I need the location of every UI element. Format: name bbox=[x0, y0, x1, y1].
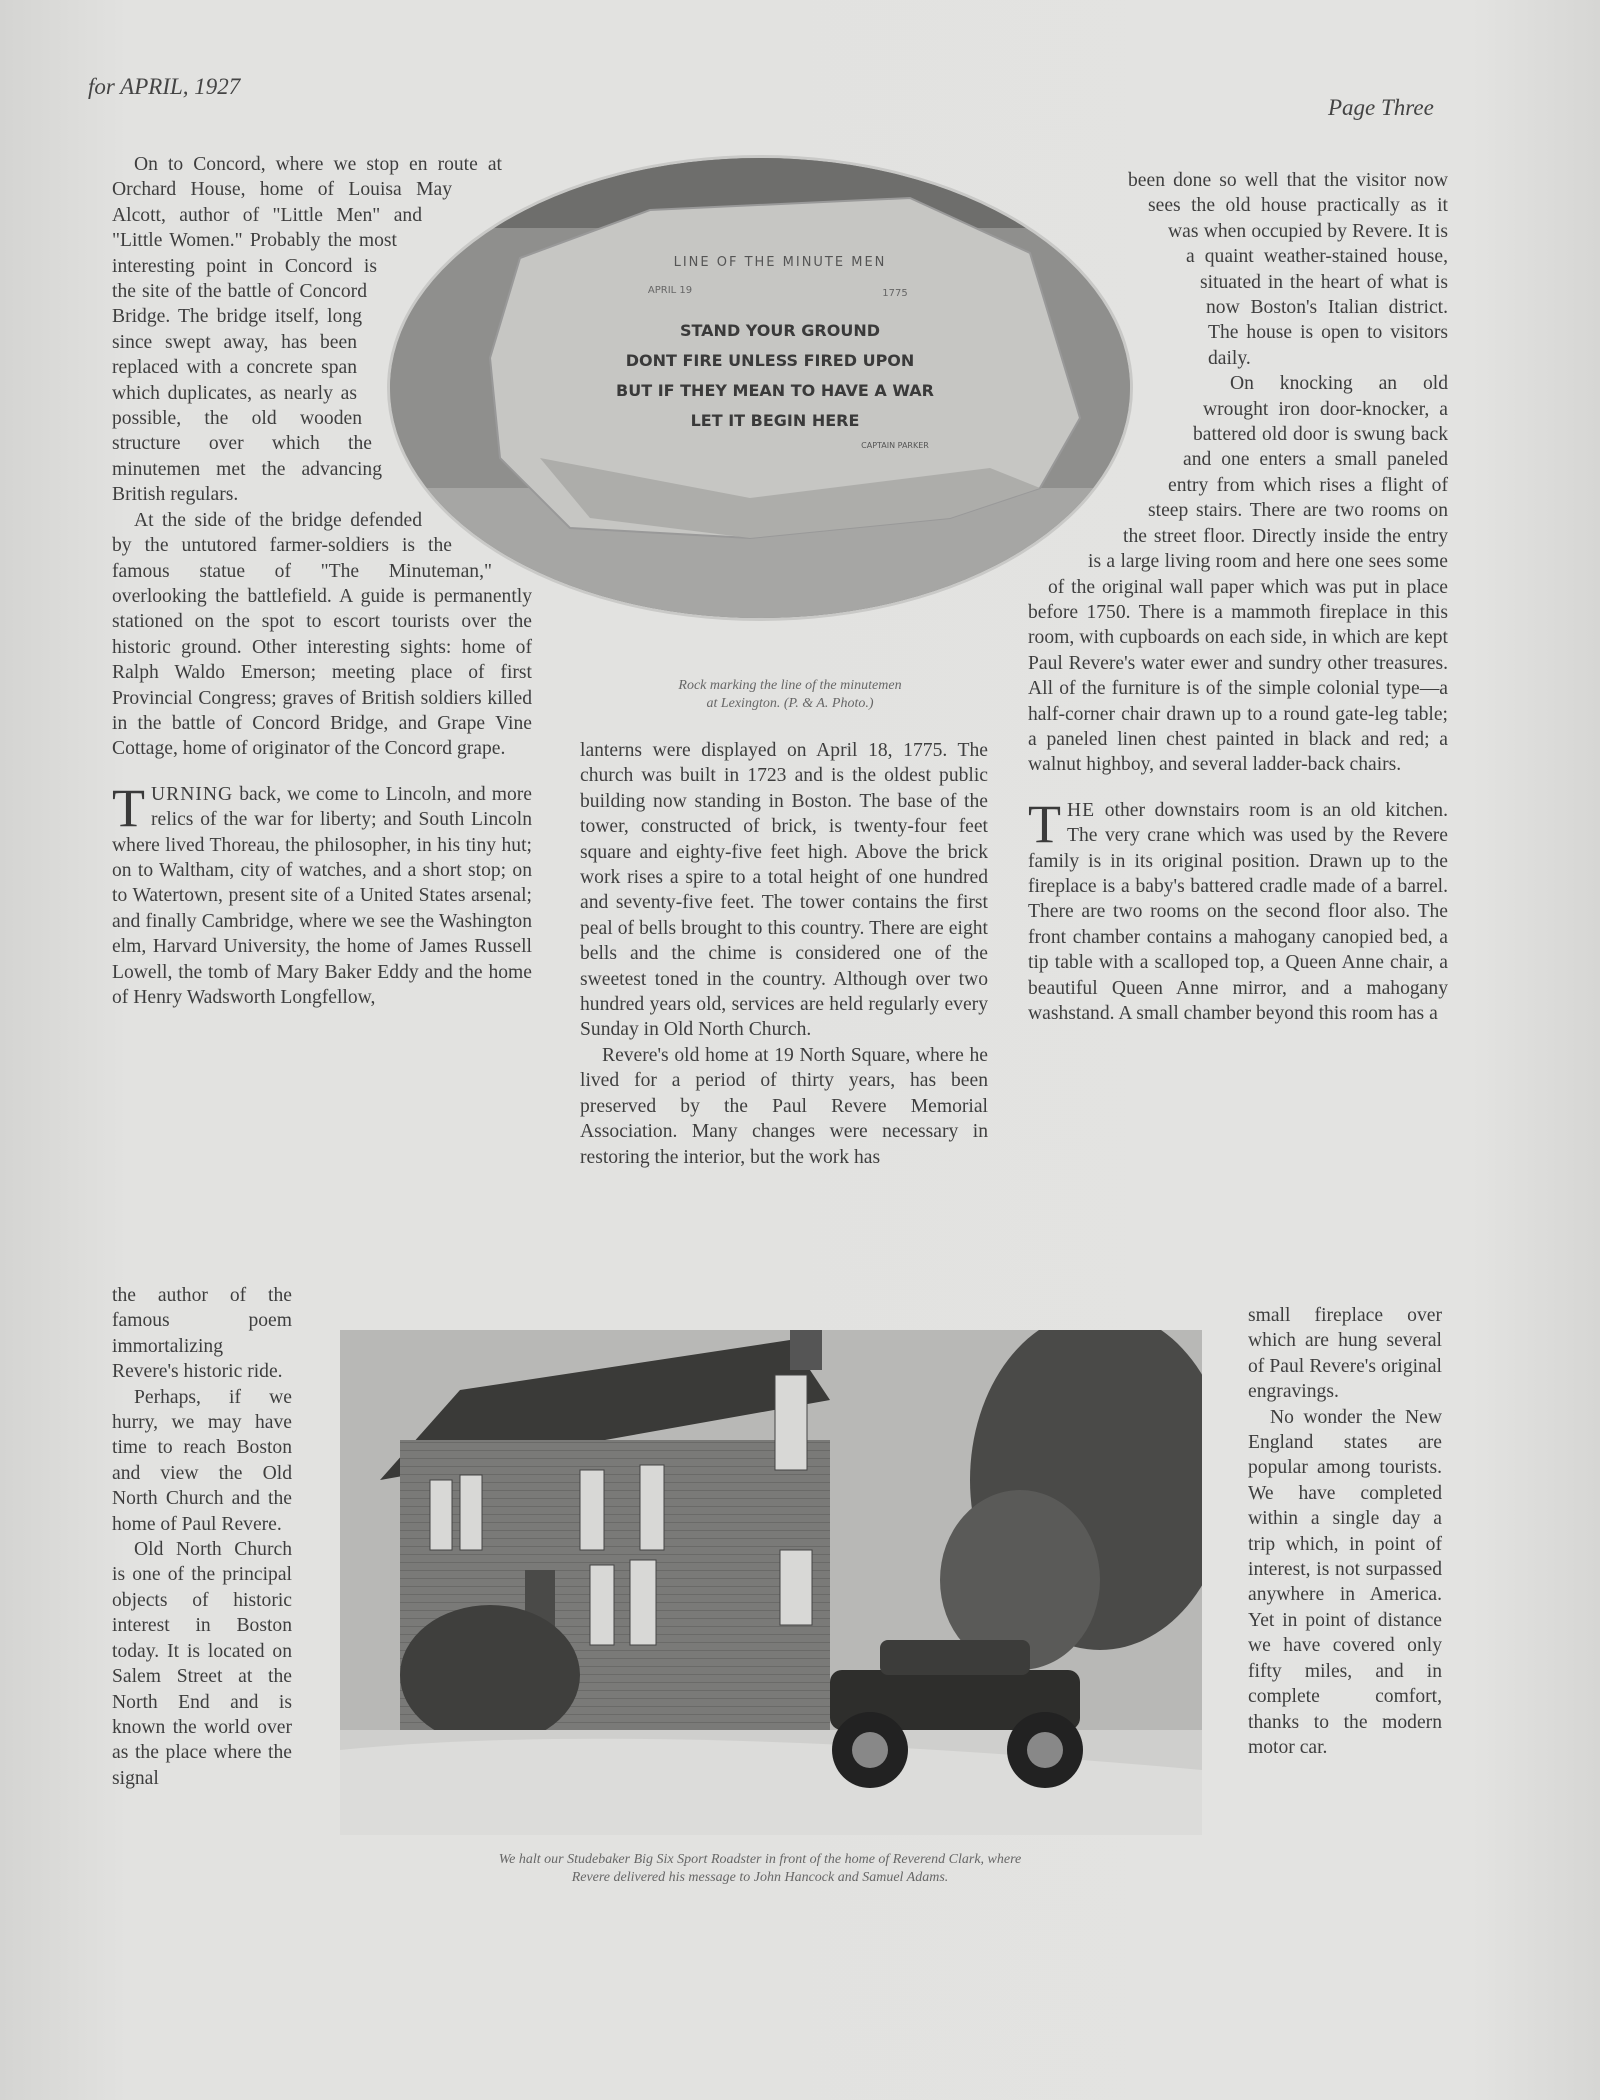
paragraph: THE other downstairs room is an old kitchen. The very crane which was used by the Revere family is in its original position. Drawn up to the fireplace is a baby's battered cradle made of a barrel. There are two rooms on the second floor also. The front chamber contains a mahogany canopied bed, a tip table with a scalloped top, a Queen Anne chair, a beautiful Queen Anne mirror, and a mahogany washstand. A small chamber beyond this room has a bbox=[1028, 793, 1448, 1024]
page-number-header: Page Three bbox=[1328, 95, 1434, 120]
paragraph: Perhaps, if we hurry, we may have time to reach Boston and view the Old North Church and the home of Paul Revere. bbox=[112, 1386, 292, 1535]
rock-text-date-left: APRIL 19 bbox=[647, 285, 693, 296]
column-3 bbox=[1028, 168, 1448, 1026]
paragraph: Old North Church is one of the principal objects of historic interest in Boston today. It is located on Salem Street at the North End and is known the world over as the place where the signal bbox=[112, 1539, 292, 1789]
rock-text-signature: CAPTAIN PARKER bbox=[861, 441, 929, 450]
column-1 bbox=[112, 152, 532, 1010]
paragraph: been done so well that the visitor now sees the old house practically as it was when occupied by Revere. It is a quaint weather-stained house, situated in the heart of what is now Boston's Italian district. The house is open to visitors daily. bbox=[1128, 170, 1448, 369]
drop-cap: T bbox=[112, 777, 145, 838]
column-2 bbox=[580, 738, 988, 1170]
paragraph: At the side of the bridge defended by the untutored farmer-soldiers is the famous statue of "The Minuteman," overlooking the battlefield. A guide is permanently stationed on the spot to escort tourists over the historic ground. Other interesting sights: home of Ralph Waldo Emerson; meeting place of first Provincial Congress; graves of British soldiers killed in the battle of Concord Bridge, and Grape Vine Cottage, home of originator of the Concord grape. bbox=[112, 509, 532, 760]
paragraph: small fireplace over which are hung several of Paul Revere's original engravings. bbox=[1248, 1305, 1442, 1403]
rock-text-line: LINE OF THE MINUTE MEN bbox=[673, 255, 887, 270]
paragraph: On to Concord, where we stop en route at Orchard House, home of Louisa May Alcott, author of "Little Men" and "Little Women." Probably the most interesting point in Concord is the site of the battle of Concord Bridge. The bridge itself, long since swept away, has been replaced with a concrete span which duplicates, as nearly as possible, the old wooden structure over which the minutemen met the advancing British regulars. bbox=[112, 154, 502, 506]
paragraph: On knocking an old wrought iron door-knocker, a battered old door is swung back and one enters a small paneled entry from which rises a flight of steep stairs. There are two rooms on the street floor. Directly inside the entry is a large living room and here one sees some of the original wall paper which was put in place before 1750. There is a mammoth fireplace in this room, with cupboards on each side, in which are kept Paul Revere's water ewer and sundry other treasures. All of the furniture is of the simple colonial type—a half-corner chair drawn up to a round gate-leg table; a paneled linen chest painted in black and red; a walnut highboy, and several ladder-back chairs. bbox=[1028, 373, 1448, 776]
paragraph: Revere's old home at 19 North Square, where he lived for a period of thirty years, has been preserved by the Paul Revere Memorial Association. Many changes were necessary in restoring the interior, but the work has bbox=[580, 1044, 988, 1168]
drop-cap: T bbox=[1028, 793, 1061, 854]
rock-text-date-right: 1775 bbox=[882, 288, 908, 299]
paragraph: the author of the famous poem immortalizing Revere's historic ride. bbox=[112, 1285, 292, 1383]
column-1-continued bbox=[112, 1283, 292, 1791]
paragraph: lanterns were displayed on April 18, 1775. The church was built in 1723 and is the oldest public building now standing in Boston. The base of the tower, constructed of brick, is twenty-four feet square and eighty-five feet high. Above the brick work rises a spire to a total height of one hundred and seventy-five feet. The tower contains the first peal of bells brought to this country. There are eight bells and the chime is considered one of the sweetest toned in the country. Although over two hundred years old, services are held regularly every Sunday in Old North Church. bbox=[580, 740, 988, 1041]
rock-text-4: LET IT BEGIN HERE bbox=[690, 411, 860, 430]
house-photo bbox=[340, 1330, 1202, 1835]
paragraph: TURNING back, we come to Lincoln, and more relics of the war for liberty; and South Lincoln where lived Thoreau, the philosopher, in his tiny hut; on to Waltham, city of watches, and a short stop; on to Watertown, present site of a United States arsenal; and finally Cambridge, where we see the Washington elm, Harvard University, the home of James Russell Lowell, the tomb of Mary Baker Eddy and the home of Henry Wadsworth Longfellow, bbox=[112, 777, 532, 1008]
issue-date-header: for APRIL, 1927 bbox=[88, 74, 241, 99]
column-3-continued bbox=[1248, 1303, 1442, 1760]
rock-photo-caption: Rock marking the line of the minutemen at Lexington. (P. & A. Photo.) bbox=[678, 678, 902, 711]
rock-text-2: DONT FIRE UNLESS FIRED UPON bbox=[625, 351, 915, 370]
paragraph: No wonder the New England states are popular among tourists. We have completed within a single day a trip which, in point of interest, is not surpassed anywhere in America. Yet in point of distance we have covered only fifty miles, and in complete comfort, thanks to the modern motor car. bbox=[1248, 1406, 1442, 1758]
house-photo-caption: We halt our Studebaker Big Six Sport Roadster in front of the home of Reverend Clark, where Revere delivered his message to John Hancock and Samuel Adams. bbox=[498, 1852, 1022, 1885]
rock-text-3: BUT IF THEY MEAN TO HAVE A WAR bbox=[616, 381, 934, 400]
rock-text-1: STAND YOUR GROUND bbox=[679, 321, 881, 340]
